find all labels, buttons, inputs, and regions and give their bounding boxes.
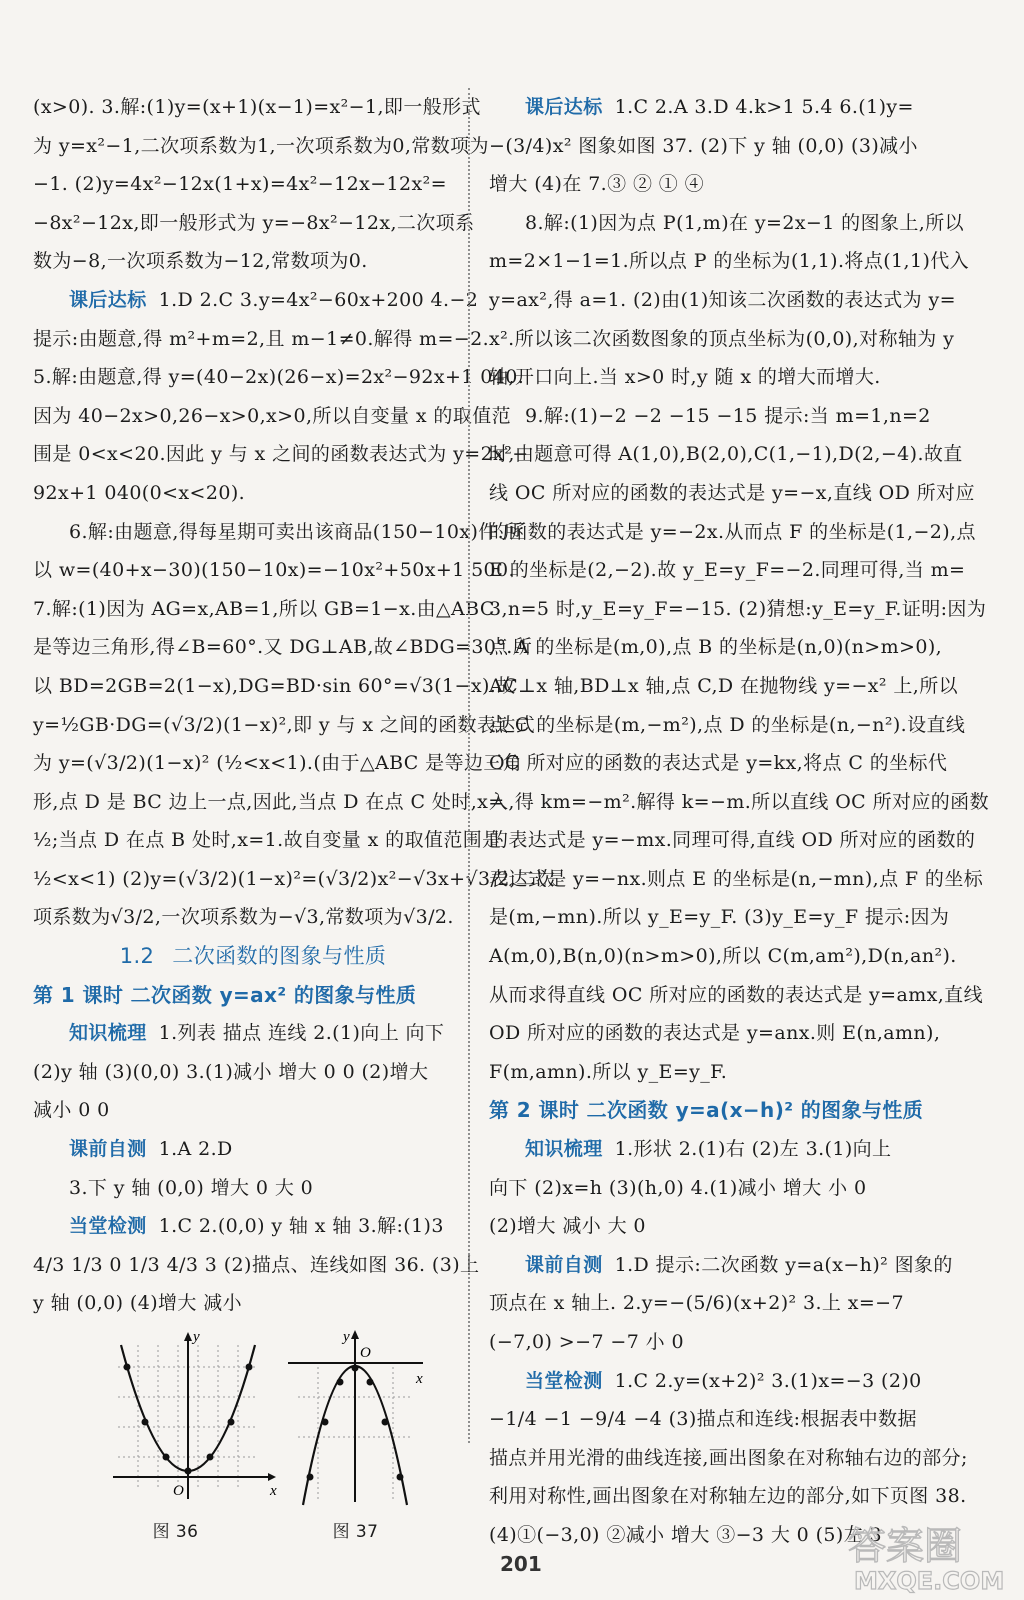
text-line: 因为 40−2x>0,26−x>0,x>0,所以自变量 x 的取值范 [33, 404, 512, 427]
kehou-label: 课后达标 [525, 96, 603, 118]
text-line: 入,得 km=−m².解得 k=−m.所以直线 OC 所对应的函数 [489, 790, 989, 813]
dangtang-line [489, 1362, 939, 1401]
text-line: 为 y=x²−1,二次项系数为1,一次项系数为0,常数项为 [33, 134, 489, 157]
zhishi-label: 知识梳理 [69, 1022, 147, 1045]
text-line: (x>0). 3.解:(1)y=(x+1)(x−1)=x²−1,即一般形式 [33, 96, 481, 118]
text-line: 线 OC 所对应的函数的表达式是 y=−x,直线 OD 所对应 [489, 481, 975, 504]
section-title [33, 937, 473, 976]
text-line: (2)增大 减小 大 0 [489, 1215, 646, 1238]
keqian-label: 课前自测 [525, 1253, 603, 1276]
keqian-text: 1.A 2.D [158, 1138, 233, 1161]
figure-36 [73, 1327, 278, 1543]
dangtang-line [33, 1207, 473, 1246]
text-line: 以 BD=2GB=2(1−x),DG=BD·sin 60°=√3(1−x).故 [33, 674, 516, 697]
text-line: 点 A 的坐标是(m,0),点 B 的坐标是(n,0)(n>m>0), [489, 636, 943, 659]
text-line: 项系数为√3/2,一次项系数为−√3,常数项为√3/2. [33, 906, 454, 929]
y-axis-label: y [343, 1329, 351, 1345]
text-line: 5.解:由题意,得 y=(40−2x)(26−x)=2x²−92x+1 040. [33, 366, 525, 389]
y-axis-arrow [184, 1332, 192, 1341]
text-line: 时,由题意可得 A(1,0),B(2,0),C(1,−1),D(2,−4).故直 [489, 443, 963, 466]
text-line: ½;当点 D 在点 B 处时,x=1.故自变量 x 的取值范围是 [33, 829, 502, 852]
text-line: −1. (2)y=4x²−12x(1+x)=4x²−12x−12x²= [33, 173, 447, 196]
text-line: 3.下 y 轴 (0,0) 增大 0 大 0 [69, 1176, 314, 1199]
kehou-label: 课后达标 [69, 288, 147, 311]
y-axis-label: y [193, 1329, 201, 1345]
left-block-1 [33, 88, 489, 281]
text-line: 轴,开口向上.当 x>0 时,y 随 x 的增大而增大. [489, 366, 881, 389]
text-line: y=ax²,得 a=1. (2)由(1)知该二次函数的表达式为 y= [489, 288, 956, 311]
zhishi-text: 1.列表 描点 连线 2.(1)向上 向下 [158, 1022, 445, 1045]
text-line: F(m,amn).所以 y_E=y_F. [489, 1060, 728, 1083]
text-line: y 轴 (0,0) (4)增大 减小 [33, 1292, 243, 1315]
figure-37 [263, 1327, 448, 1543]
text-line: OC 所对应的函数的表达式是 y=kx,将点 C 的坐标代 [489, 752, 948, 775]
keqian-line [489, 1246, 953, 1285]
watermark-url: MXQE.COM [854, 1567, 1005, 1595]
text-line: A(m,0),B(n,0)(n>m>0),所以 C(m,am²),D(n,an²). [489, 945, 957, 968]
text-line: −8x²−12x,即一般形式为 y=−8x²−12x,二次项系 [33, 211, 475, 234]
keqian-label: 课前自测 [69, 1138, 147, 1161]
section-number: 1.2 [119, 944, 155, 969]
text-line: 7.解:(1)因为 AG=x,AB=1,所以 GB=1−x.由△ABC [33, 597, 495, 620]
page-number: 201 [500, 1552, 542, 1576]
figure-37-caption: 图 37 [332, 1521, 379, 1542]
y-axis-arrow [351, 1330, 359, 1339]
text-line: 围是 0<x<20.因此 y 与 x 之间的函数表达式为 y=2x²− [33, 443, 529, 466]
figure-36-caption: 图 36 [152, 1521, 199, 1542]
text-line: (2)y 轴 (3)(0,0) 3.(1)减小 增大 0 0 (2)增大 [33, 1060, 429, 1083]
text-line: OD 所对应的函数的表达式是 y=anx.则 E(n,amn), [489, 1022, 941, 1045]
text-line: 形,点 D 是 BC 边上一点,因此,当点 D 在点 C 处时,x= [33, 790, 505, 813]
kehou-line [489, 88, 939, 127]
text-line: m=2×1−1=1.所以点 P 的坐标为(1,1).将点(1,1)代入 [489, 250, 970, 273]
origin-label: O [360, 1345, 372, 1361]
x-axis-label: x [416, 1371, 424, 1387]
text-line: (−7,0) >−7 −7 小 0 [489, 1331, 684, 1353]
right-column [489, 88, 989, 1555]
zhishi-label: 知识梳理 [525, 1138, 603, 1161]
text-line: −1/4 −1 −9/4 −4 (3)描点和连线:根据表中数据 [489, 1408, 917, 1431]
text-line: 利用对称性,画出图象在对称轴左边的部分,如下页图 38. [489, 1485, 967, 1508]
origin-label: O [173, 1483, 185, 1499]
text-line: 4/3 1/3 0 1/3 4/3 3 (2)描点、连线如图 36. (3)上 [33, 1253, 480, 1276]
figures-row [33, 1327, 473, 1542]
text-line: 提示:由题意,得 m²+m=2,且 m−1≠0.解得 m=−2. [33, 327, 490, 350]
lesson-1-title: 第 1 课时 二次函数 y=ax² 的图象与性质 [33, 982, 417, 1007]
text-line: 减小 0 0 [33, 1099, 110, 1122]
text-line: E 的坐标是(2,−2).故 y_E=y_F=−2.同理可得,当 m= [489, 559, 966, 582]
dangtang-label: 当堂检测 [525, 1369, 603, 1392]
zhishi-line [33, 1014, 473, 1053]
text-line: 9.解:(1)−2 −2 −15 −15 提示:当 m=1,n=2 [525, 404, 931, 427]
text-line: 从而求得直线 OC 所对应的函数的表达式是 y=amx,直线 [489, 983, 983, 1006]
section-title-text: 二次函数的图象与性质 [172, 944, 387, 969]
zhishi-text: 1.形状 2.(1)右 (2)左 3.(1)向上 [614, 1138, 892, 1161]
text-line: x².所以该二次函数图象的顶点坐标为(0,0),对称轴为 y [489, 327, 955, 350]
text-line: 数为−8,一次项系数为−12,常数项为0. [33, 250, 368, 273]
text-line: 顶点在 x 轴上. 2.y=−(5/6)(x+2)² 3.上 x=−7 [489, 1292, 904, 1315]
keqian-text: 1.D 提示:二次函数 y=a(x−h)² 图象的 [614, 1253, 953, 1276]
dangtang-text: 1.C 2.y=(x+2)² 3.(1)x=−3 (2)0 [614, 1369, 922, 1392]
text-line: 8.解:(1)因为点 P(1,m)在 y=2x−1 的图象上,所以 [525, 211, 965, 234]
text-line: 以 w=(40+x−30)(150−10x)=−10x²+50x+1 500. [33, 559, 515, 582]
figure-37-graph [263, 1327, 448, 1507]
text-line: 为 y=(√3/2)(1−x)² (½<x<1).(由于△ABC 是等边三角 [33, 752, 523, 775]
dangtang-text: 1.C 2.(0,0) y 轴 x 轴 3.解:(1)3 [158, 1215, 444, 1238]
dangtang-label: 当堂检测 [69, 1215, 147, 1238]
zhishi-line [489, 1130, 939, 1169]
text-line: 的表达式是 y=−mx.同理可得,直线 OD 所对应的函数的 [489, 829, 976, 852]
text-line: 描点并用光滑的曲线连接,画出图象在对称轴右边的部分; [489, 1446, 968, 1469]
kehou-line [33, 281, 479, 320]
text-line: 92x+1 040(0<x<20). [33, 481, 246, 504]
x-axis-label: x [270, 1483, 278, 1499]
watermark-text: 答案圈 [848, 1524, 963, 1568]
text-line: 向下 (2)x=h (3)(h,0) 4.(1)减小 增大 小 0 [489, 1176, 867, 1199]
text-line: 表达式是 y=−nx.则点 E 的坐标是(n,−mn),点 F 的坐标 [489, 867, 984, 890]
kehou-text: 1.C 2.A 3.D 4.k>1 5.4 6.(1)y= [614, 96, 914, 118]
watermark-logo [840, 1515, 1015, 1595]
text-line: 3,n=5 时,y_E=y_F=−15. (2)猜想:y_E=y_F.证明:因为 [489, 597, 987, 620]
text-line: 增大 (4)在 7.③ ② ① ④ [489, 173, 705, 196]
text-line: 是(m,−mn).所以 y_E=y_F. (3)y_E=y_F 提示:因为 [489, 906, 950, 929]
figure-36-graph [73, 1327, 278, 1507]
text-line: ½<x<1) (2)y=(√3/2)(1−x)²=(√3/2)x²−√3x+√3/2,二次 [33, 867, 555, 890]
keqian-line [33, 1130, 473, 1169]
text-line: (4)①(−3,0) ②减小 增大 ③−3 大 0 (5)左 3 [489, 1523, 883, 1546]
kehou-text: 1.D 2.C 3.y=4x²−60x+200 4.−2 [158, 288, 479, 311]
lesson-2-title: 第 2 课时 二次函数 y=a(x−h)² 的图象与性质 [489, 1098, 924, 1123]
text-line: 是等边三角形,得∠B=60°.又 DG⊥AB,故∠BDG=30°.所 [33, 636, 533, 659]
text-line: −(3/4)x² 图象如图 37. (2)下 y 轴 (0,0) (3)减小 [489, 134, 918, 157]
left-column [33, 88, 555, 1542]
text-line: AC⊥x 轴,BD⊥x 轴,点 C,D 在抛物线 y=−x² 上,所以 [489, 674, 959, 697]
column-divider [468, 88, 470, 1443]
text-line: y=½GB·DG=(√3/2)(1−x)²,即 y 与 x 之间的函数表达式 [33, 713, 536, 736]
text-line: 的函数的表达式是 y=−2x.从而点 F 的坐标是(1,−2),点 [489, 520, 976, 543]
text-line: 点 C 的坐标是(m,−m²),点 D 的坐标是(n,−n²).设直线 [489, 713, 966, 736]
text-line: 6.解:由题意,得每星期可卖出该商品(150−10x)件.所 [69, 520, 524, 543]
